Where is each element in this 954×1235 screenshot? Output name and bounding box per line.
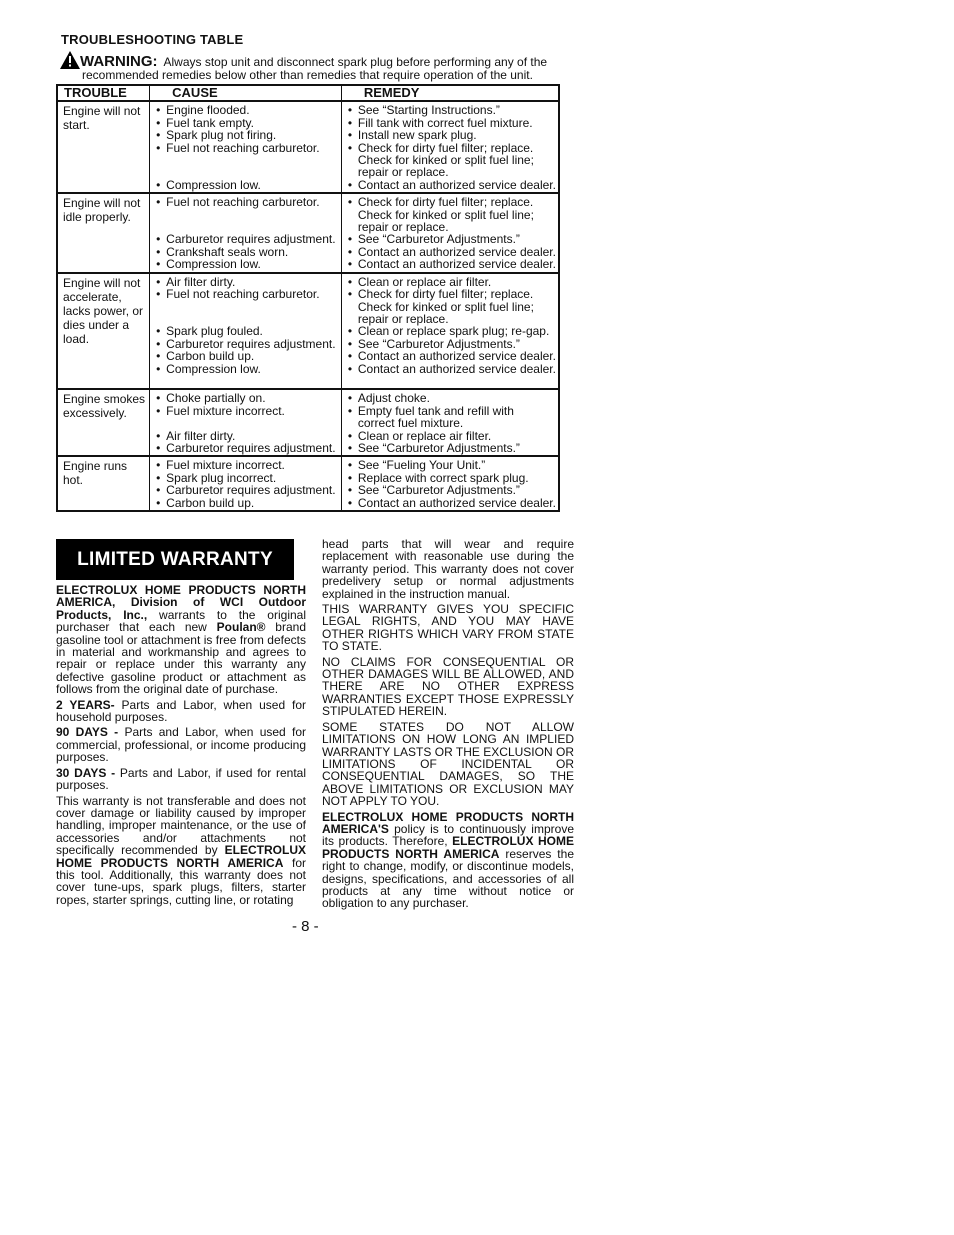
warning-notice: [60, 51, 565, 82]
warranty-intro: ELECTROLUX HOME PRODUCTS NORTH AMERICA, Division of WCI Outdoor Products, Inc., warrants to the original purchaser that each new Poulan® brand gasoline tool or attachment is free from defects in material and workmanship and agrees to repair or replace under this warranty any defective gasoline product or attachment as follows from the original date of purchase.: [56, 583, 307, 697]
warranty-column-right: [322, 538, 574, 913]
remedy-cell: • See “Starting Instructions.” • Fill tank with correct fuel mixture. • Install new spark plug. • Check for dirty fuel filter; replace. Check for kinked or split fuel line; repair or replace. • Contact an authorized service dealer.: [341, 101, 559, 193]
trouble-cell: Engine will not start.: [57, 101, 150, 193]
troubleshooting-title: TROUBLESHOOTING TABLE: [61, 32, 244, 47]
warranty-term-90-days: 90 DAYS - Parts and Labor, when used for commercial, professional, or income producing purposes.: [56, 725, 307, 765]
table-header-row: [57, 85, 559, 101]
warranty-legal-rights: THIS WARRANTY GIVES YOU SPECIFIC LEGAL RIGHTS, AND YOU MAY HAVE OTHER RIGHTS WHICH VARY FROM STATE TO STATE.: [322, 602, 574, 654]
header-remedy: REMEDY: [341, 85, 559, 101]
cause-cell: • Choke partially on. • Fuel mixture incorrect. • Air filter dirty. • Carburetor requires adjustment.: [150, 389, 342, 456]
warranty-no-claims: NO CLAIMS FOR CONSEQUENTIAL OR OTHER DAMAGES WILL BE ALLOWED, AND THERE ARE NO OTHER EXPRESS WARRANTIES EXCEPT THOSE EXPRESSLY STIPULATED HEREIN.: [322, 654, 574, 719]
header-cause: CAUSE: [150, 85, 342, 101]
table-row: [57, 101, 559, 193]
warranty-term-2-years: 2 YEARS- Parts and Labor, when used for household purposes.: [56, 697, 306, 725]
header-trouble: TROUBLE: [57, 85, 150, 101]
table-row: [57, 456, 559, 511]
trouble-cell: Engine smokes excessively.: [57, 389, 150, 456]
warning-text-line2: recommended remedies below other than remedies that require operation of the unit.: [82, 68, 533, 82]
warranty-term-30-days: 30 DAYS - Parts and Labor, if used for rental purposes.: [56, 765, 307, 793]
cause-cell: • Engine flooded. • Fuel tank empty. • Spark plug not firing. • Fuel not reaching carburetor. • Compression low.: [150, 101, 342, 193]
cause-cell: • Air filter dirty. • Fuel not reaching carburetor. • Spark plug fouled. • Carburetor requires adjustment. • Carbon build up. • Compression low.: [150, 273, 342, 390]
cause-cell: • Fuel mixture incorrect. • Spark plug incorrect. • Carburetor requires adjustment. • Carbon build up.: [150, 456, 342, 511]
trouble-cell: Engine will not idle properly.: [57, 193, 150, 272]
troubleshooting-table: [56, 84, 560, 512]
trouble-cell: Engine will not accelerate, lacks power, or dies under a load.: [57, 273, 150, 390]
warning-label: WARNING:: [80, 53, 158, 70]
remedy-cell: • Clean or replace air filter. • Check for dirty fuel filter; replace. Check for kinked or split fuel line; repair or replace. • Clean or replace spark plug; re-gap. • See “Carburetor Adjustments.” • Contact an authorized service dealer. • Contact an authorized service dealer.: [341, 273, 559, 390]
warranty-exclusions: head parts that will wear and require replacement with reasonable use during the warranty period. This warranty does not cover predelivery setup or normal adjustments explained in the instruction manual.: [322, 537, 574, 601]
warranty-policy: ELECTROLUX HOME PRODUCTS NORTH AMERICA'S policy is to continuously improve its products. Therefore, ELECTROLUX HOME PRODUCTS NORTH AMERICA reserves the right to change, modify, or discontinue models, designs, specifications, and accessories of all products at any time without notice or obligation to any purchaser.: [322, 809, 574, 911]
remedy-cell: • Adjust choke. • Empty fuel tank and refill with correct fuel mixture. • Clean or replace air filter. • See “Carburetor Adjustments.”: [341, 389, 559, 456]
warranty-state-limitations: SOME STATES DO NOT ALLOW LIMITATIONS ON HOW LONG AN IMPLIED WARRANTY LASTS OR THE EXCLUSION OR LIMITATIONS OF INCIDENTAL OR CONSEQUENTIAL DAMAGES, SO THE ABOVE LIMITATIONS OR EXCLUSION MAY NOT APPLY TO YOU.: [322, 719, 574, 809]
remedy-cell: • See “Fueling Your Unit.” • Replace with correct spark plug. • See “Carburetor Adjustments.” • Contact an authorized service dealer.: [341, 456, 559, 511]
remedy-cell: • Check for dirty fuel filter; replace. Check for kinked or split fuel line; repair or replace. • See “Carburetor Adjustments.” • Contact an authorized service dealer. • Contact an authorized service dealer.: [341, 193, 559, 272]
table-row: [57, 193, 559, 272]
limited-warranty-banner: LIMITED WARRANTY: [56, 539, 294, 580]
trouble-cell: Engine runs hot.: [57, 456, 150, 511]
warning-triangle-icon: [60, 51, 80, 69]
table-row: [57, 389, 559, 456]
cause-cell: • Fuel not reaching carburetor. • Carburetor requires adjustment. • Crankshaft seals worn. • Compression low.: [150, 193, 342, 272]
warning-text-line1: Always stop unit and disconnect spark plug before performing any of the: [163, 55, 548, 69]
table-row: [57, 273, 559, 390]
page-number: - 8 -: [292, 918, 319, 935]
warranty-exclusions-start: This warranty is not transferable and does not cover damage or liability caused by improper handling, improper maintenance, or the use of accessories and/or attachments not specifically recommended by ELECTROLUX HOME PRODUCTS NORTH AMERICA for this tool. Additionally, this warranty does not cover tune-ups, spark plugs, filters, starter ropes, starter springs, cutting line, or rotating: [56, 793, 306, 907]
warranty-column-left: [56, 584, 306, 909]
